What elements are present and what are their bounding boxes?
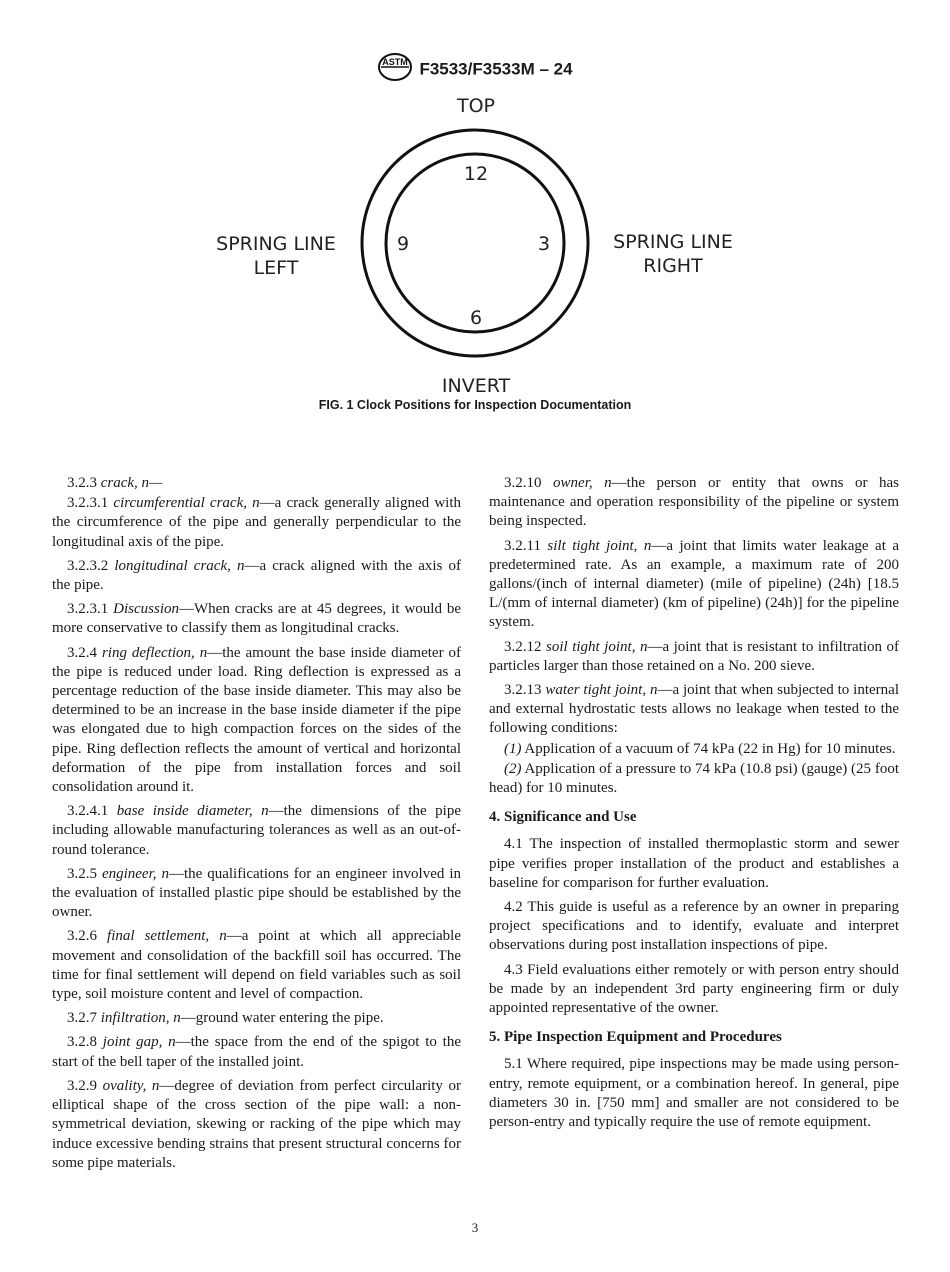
para-3-2-12: 3.2.12 soil tight joint, n—a joint that is resistant to infiltration of particles larger than those retained on a No. 200 sieve. xyxy=(489,638,899,674)
para-3-2-7: 3.2.7 infiltration, n—ground water entering the pipe. xyxy=(67,1010,384,1027)
label-top: TOP xyxy=(456,95,496,117)
label-spring-left-1: SPRING LINE xyxy=(216,233,336,255)
heading-section-5: 5. Pipe Inspection Equipment and Procedures xyxy=(489,1029,782,1046)
para-condition-1: (1) Application of a vacuum of 74 kPa (22 in Hg) for 10 minutes. xyxy=(504,740,896,757)
para-4-3: 4.3 Field evaluations either remotely or with person entry should be made by an independent 3rd party engineering firm or duly appointed representative of the owner. xyxy=(489,961,899,1017)
para-3-2-8: 3.2.8 joint gap, n—the space from the end of the spigot to the start of the bell taper of the installed joint. xyxy=(52,1034,462,1070)
para-3-2-3-2: 3.2.3.2 longitudinal crack, n—a crack aligned with the axis of the pipe. xyxy=(52,557,461,594)
para-3-2-4: 3.2.4 ring deflection, n—the amount the base inside diameter of the pipe is reduced under load. Ring deflection is expressed as a percentage reduction of the base inside diameter. This may also be determined to be an increase in the base inside diameter if the pipe was elongated due to high compaction forces on the sides of the pipe. Ring deflection reflects the amount of vertical and horizontal deformation of the pipe from installation forces and soil consolidation around it. xyxy=(52,644,462,796)
page-number: 3 xyxy=(471,1220,479,1235)
para-3-2-5: 3.2.5 engineer, n—the qualifications for an engineer involved in the evaluation of installed plastic pipe should be established by the owner. xyxy=(52,865,461,921)
para-3-2-11: 3.2.11 silt tight joint, n—a joint that limits water leakage at a predetermined rate. As an example, a maximum rate of 200 gallons/(inch of internal diameter) (mile of pipeline) (24h) [18.5 L/(mm of internal diameter) (km of pipeline) (24h)] for the pipeline system. xyxy=(489,537,899,631)
label-invert: INVERT xyxy=(441,375,511,395)
heading-section-4: 4. Significance and Use xyxy=(489,809,637,826)
label-spring-left-2: LEFT xyxy=(253,257,299,279)
para-3-2-13: 3.2.13 water tight joint, n—a joint that when subjected to internal and external hydrostatic tests allows no leakage when tested to the following conditions: xyxy=(489,682,899,737)
left-column xyxy=(52,474,461,1178)
para-4-1: 4.1 The inspection of installed thermoplastic storm and sewer pipe verifies proper installation of the product and establishes a baseline for comparison for further evaluation. xyxy=(489,836,899,891)
clock-9: 9 xyxy=(396,233,410,255)
right-column xyxy=(489,474,899,1137)
document-designation: F3533/F3533M – 24 xyxy=(419,59,573,79)
para-3-2-10: 3.2.10 owner, n—the person or entity that owns or has maintenance and operation responsibility of the pipeline or system being inspected. xyxy=(489,475,899,530)
para-3-2-3: 3.2.3 crack, n— xyxy=(67,475,163,491)
para-3-2-4-1: 3.2.4.1 base inside diameter, n—the dimensions of the pipe including allowable manufacturing tolerances as well as an out-of-round tolerance. xyxy=(52,803,462,858)
clock-figure xyxy=(0,85,950,395)
para-3-2-9: 3.2.9 ovality, n—degree of deviation from perfect circularity or elliptical shape of the cross section of the pipe wall: a non-symmetrical deviation, skewing or racking of the pipe which may induce excessive bending strains that present structural concerns for some pipe materials. xyxy=(52,1077,461,1171)
logo-text: ASTM xyxy=(382,57,409,67)
label-spring-right-1: SPRING LINE xyxy=(613,231,733,253)
clock-12: 12 xyxy=(463,163,489,185)
label-spring-right-2: RIGHT xyxy=(643,255,703,277)
para-discussion: 3.2.3.1 Discussion—When cracks are at 45 degrees, it would be more conservative to classify them as longitudinal cracks. xyxy=(52,601,461,637)
figure-caption: FIG. 1 Clock Positions for Inspection Documentation xyxy=(318,398,632,412)
clock-3: 3 xyxy=(537,233,551,255)
astm-logo xyxy=(377,52,413,87)
para-condition-2: (2) Application of a pressure to 74 kPa (10.8 psi) (gauge) (25 foot head) for 10 minutes. xyxy=(489,760,899,797)
para-4-2: 4.2 This guide is useful as a reference by an owner in preparing project specifications and to identify, evaluate and interpret observations during post installation inspections of pipe. xyxy=(489,899,899,954)
clock-6: 6 xyxy=(469,307,483,329)
para-3-2-3-1: 3.2.3.1 circumferential crack, n—a crack generally aligned with the circumference of the pipe and generally perpendicular to the longitudinal axis of the pipe. xyxy=(52,495,461,550)
para-5-1: 5.1 Where required, pipe inspections may be made using person-entry, remote equipment, or a combination hereof. In general, pipe diameters 30 in. [750 mm] and smaller are not considered to be person-entry and typically require the use of remote equipment. xyxy=(489,1056,899,1131)
page-header xyxy=(0,52,950,87)
para-3-2-6: 3.2.6 final settlement, n—a point at which all appreciable movement and consolidation of the backfill soil has occurred. The time for final settlement will depend on field variables such as soil type, soil moisture content and level of compaction. xyxy=(52,928,461,1003)
